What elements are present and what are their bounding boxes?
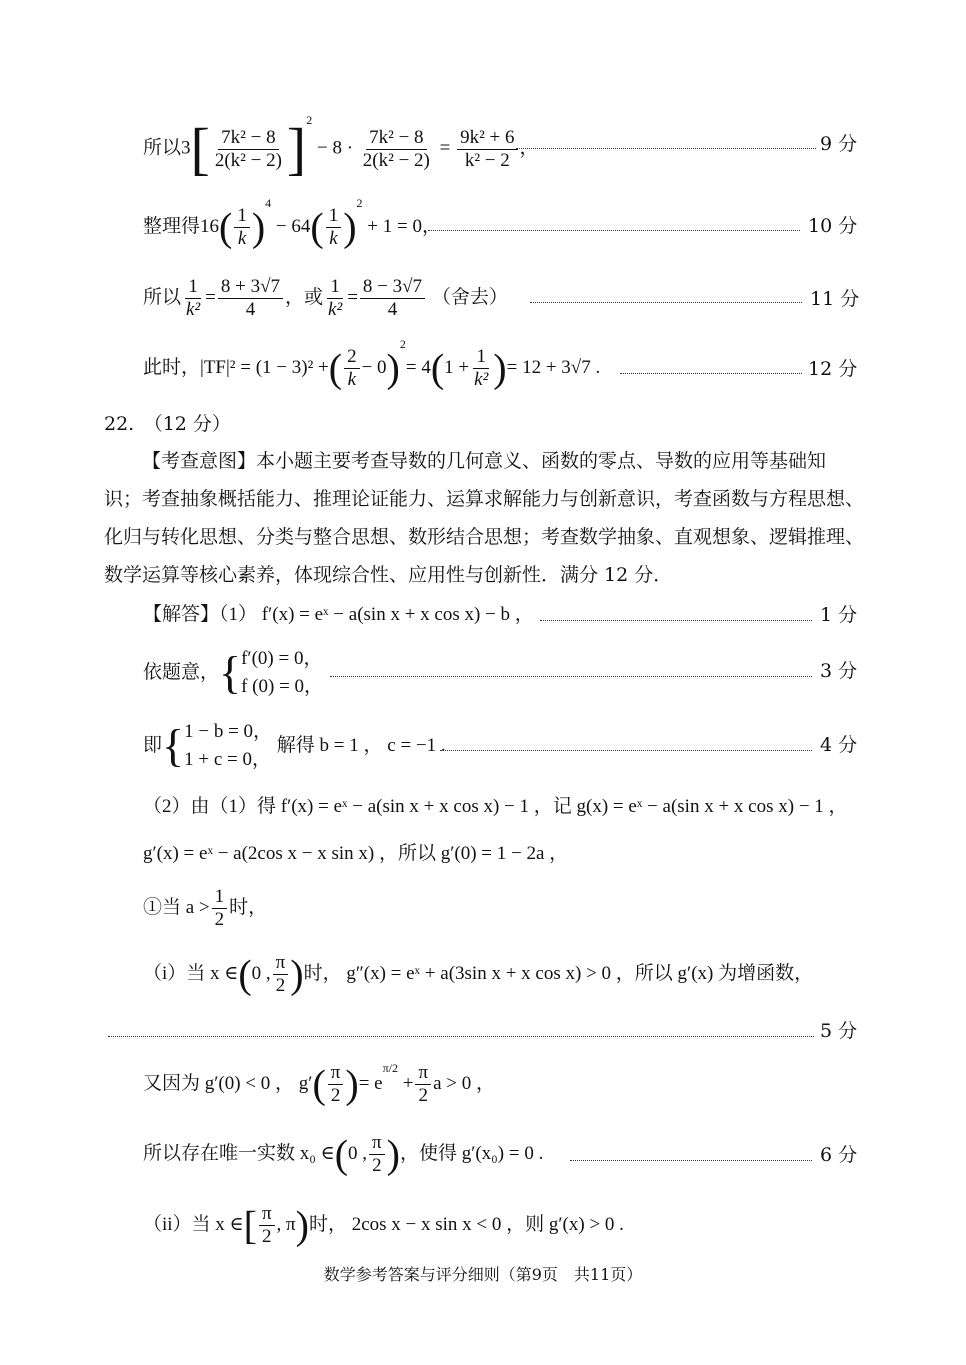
equation-line-2: 整理得16( $\frac{1}{k}$ )$^4$ − 64( $\frac{1}{k}$ )$^2$ + 1 = 0， [143,195,441,250]
numerator: π [273,952,289,975]
denominator: 2 [330,1085,341,1106]
text: = [205,286,216,308]
fraction [273,952,289,997]
fraction [457,127,517,172]
score-label: 6 分 [820,1144,858,1166]
text: 1 + [444,356,470,378]
text: ， [519,137,539,159]
fraction [212,127,285,172]
row: 1 + c = 0， [184,749,271,770]
fraction [369,1132,385,1177]
fraction [183,276,203,321]
numerator: 8 + 3√7 [218,276,283,299]
fraction [360,276,425,321]
denominator: 2(k² − 2) [362,149,430,171]
row: 1 − b = 0， [184,721,273,742]
numerator: 1 [234,205,250,228]
dot-leader [108,1036,814,1037]
text: = [347,286,358,308]
denominator: 2 [372,1155,382,1176]
fraction [259,1203,275,1248]
dot-leader [620,373,802,374]
dot-leader [516,148,816,149]
fraction [415,1062,431,1107]
solution-line-7: （i）当 x ∈(0 , $\frac{\pi}{2}$ )时， g″(x) = eˣ + a(3sin x + x cos x) > 0 ，所以 g′(x) 为增函数， [143,951,814,997]
fraction [212,886,228,931]
equation-system [241,645,323,701]
denominator: 2 [418,1085,429,1106]
solution-line-9: 又因为 g′(0) < 0 ， g′( $\frac{\pi}{2}$ )= $e^{\pi/2}$ + $\frac{\pi}{2}$ a > 0 ， [143,1060,495,1107]
text: = e [358,1072,383,1094]
text: 0 , [251,962,271,984]
equation-line-1: 所以3[ $\frac{\text{7k² − 8}}{\text{2(k² − 2)}}$ ]$^2$ − 8 · $\frac{\text{7k² − 8}}{\text{2(k² − 2)}}$ = $\frac{\text{9k² + 6}}{\text{k² − 2}}$ ， [143,113,539,181]
bracket-right: ] [286,116,307,181]
row: f (0) = 0， [241,676,324,697]
dot-leader [570,1160,812,1161]
dot-leader [530,302,802,303]
intent-text: 本小题主要考查导数的几何意义、函数的零点、导数的应用等基础知识；考查抽象概括能力、推理论证能力、运算求解能力与创新意识，考查函数与方程思想、化归与转化思想、分类与整合思想、数形结合思想；考查数学抽象、直观想象、逻辑推理、数学运算等核心素养，体现综合性、应用性与创新性．满分 12 分． [104,450,865,586]
text: （舍去） [431,286,508,308]
exponent: π/2 [382,1060,398,1075]
numerator: 1 [327,276,343,299]
dot-leader [330,676,812,677]
text: 整理得16 [143,215,220,237]
row: f′(0) = 0， [241,648,323,669]
score-label: 12 分 [808,358,858,380]
denominator: k² − 2 [464,149,510,171]
score-label: 3 分 [820,660,858,682]
intent-label: 【考查意图】 [142,450,257,472]
text: ，使得 g′(x₀) = 0 . [399,1142,544,1164]
fraction [360,127,433,172]
score-label: 1 分 [820,604,858,626]
text: = 12 + 3√7 . [506,356,601,378]
text: 所以 [143,286,182,308]
score-label: 4 分 [820,734,858,756]
question-heading: 22. （12 分） [104,413,231,435]
text: 又因为 g′(0) < 0 ， g′ [143,1072,313,1094]
text: （1） f′(x) = eˣ − a(sin x + x cos x) − b ， [219,604,534,625]
fraction [344,346,360,391]
score-label: 11 分 [810,288,860,310]
text: − 64 [275,215,311,237]
denominator: 2 [275,975,286,996]
text: − 8 · [317,137,354,159]
solution-line-4: （2）由（1）得 f′(x) = eˣ − a(sin x + x cos x) − 1 ，记 g(x) = eˣ − a(sin x + x cos x) − 1 ， [143,796,848,817]
numerator: π [369,1132,385,1155]
solution-line-2: 依题意，{ f′(0) = 0， f (0) = 0， [143,645,323,701]
score-label: 9 分 [820,133,858,155]
numerator: 9k² + 6 [457,127,517,150]
denominator: 4 [387,299,398,320]
text: 解得 b = 1 ， c = −1 . [276,735,446,756]
numerator: 7k² − 8 [218,127,278,150]
numerator: 7k² − 8 [366,127,426,150]
text: a > 0 ， [433,1072,495,1094]
numerator: 1 [212,886,228,909]
text: 所以存在唯一实数 x₀ ∈ [143,1142,335,1164]
solution-line-1 [143,603,534,627]
text: 时， 2cos x − x sin x < 0 ，则 g′(x) > 0 . [308,1213,624,1235]
text: 时， g″(x) = eˣ + a(3sin x + x cos x) > 0 ，所以 g′(x) 为增函数， [303,962,814,984]
equation-system [184,718,272,774]
text: 依题意， [143,662,220,683]
numerator: 8 − 3√7 [360,276,425,299]
label: 【解答】 [143,604,220,625]
fraction [234,205,250,250]
numerator: π [415,1062,431,1085]
text: + 1 = 0， [367,215,441,237]
text: = [439,137,451,159]
fraction [325,276,345,321]
bracket-left: [ [190,116,210,181]
fraction [328,1062,344,1107]
text: = 4 [405,356,431,378]
numerator: 1 [473,346,489,369]
solution-line-5: g′(x) = eˣ − a(2cos x − x sin x) ，所以 g′(0) = 1 − 2a ， [143,843,569,864]
denominator: 2(k² − 2) [214,149,282,171]
score-label: 10 分 [808,215,858,237]
denominator: k² [186,299,201,320]
intent-paragraph [104,442,864,594]
dot-leader [428,230,800,231]
denominator: 2 [214,909,225,930]
dot-leader [440,750,812,751]
text: （ii）当 x ∈ [143,1213,244,1235]
text: 时， [229,896,268,918]
text: − 0 [361,356,387,378]
denominator: k [347,369,357,390]
numerator: 1 [326,205,342,228]
numerator: π [259,1203,275,1226]
solution-line-11: （ii）当 x ∈[ $\frac{\pi}{2}$ , π)时， 2cos x − x sin x < 0 ，则 g′(x) > 0 . [143,1202,624,1248]
denominator: k² [474,369,489,390]
text: , π [276,1213,296,1235]
dot-leader [540,620,812,621]
fraction [326,205,342,250]
fraction [471,346,491,391]
denominator: 4 [245,299,256,320]
denominator: 2 [262,1226,272,1247]
denominator: k [329,228,338,249]
solution-line-3: 即{ 1 − b = 0， 1 + c = 0， 解得 b = 1 ， c = −1 . [143,718,446,774]
numerator: 1 [185,276,201,299]
equation-line-3 [143,276,508,321]
numerator: π [328,1062,344,1085]
page-footer: 数学参考答案与评分细则（第9页 共11页） [323,1265,643,1284]
numerator: 2 [344,346,360,369]
text: 0 , [348,1142,368,1164]
denominator: k² [328,299,343,320]
fraction [218,276,283,321]
denominator: k [237,228,247,249]
equation-line-4: 此时，|TF|² = (1 − 3)² +( $\frac{2}{k}$ − 0)$^2$= 4(1 + $\frac{1}{\text{k²}}$ )= 12 + 3√7 . [143,336,601,391]
score-label: 5 分 [820,1020,858,1042]
text: 即 [143,735,163,756]
text: 所以3 [143,137,191,159]
text: ，或 [285,286,324,308]
solution-line-6 [143,886,267,931]
text: + [402,1072,414,1094]
text: |TF|² = (1 − 3)² + [200,356,329,378]
text: 此时， [143,356,201,378]
text: ①当 a > [143,896,210,918]
solution-line-10: 所以存在唯一实数 x₀ ∈(0 , $\frac{\pi}{2}$ )，使得 g′(x₀) = 0 . [143,1131,544,1177]
text: （i）当 x ∈ [143,962,239,984]
